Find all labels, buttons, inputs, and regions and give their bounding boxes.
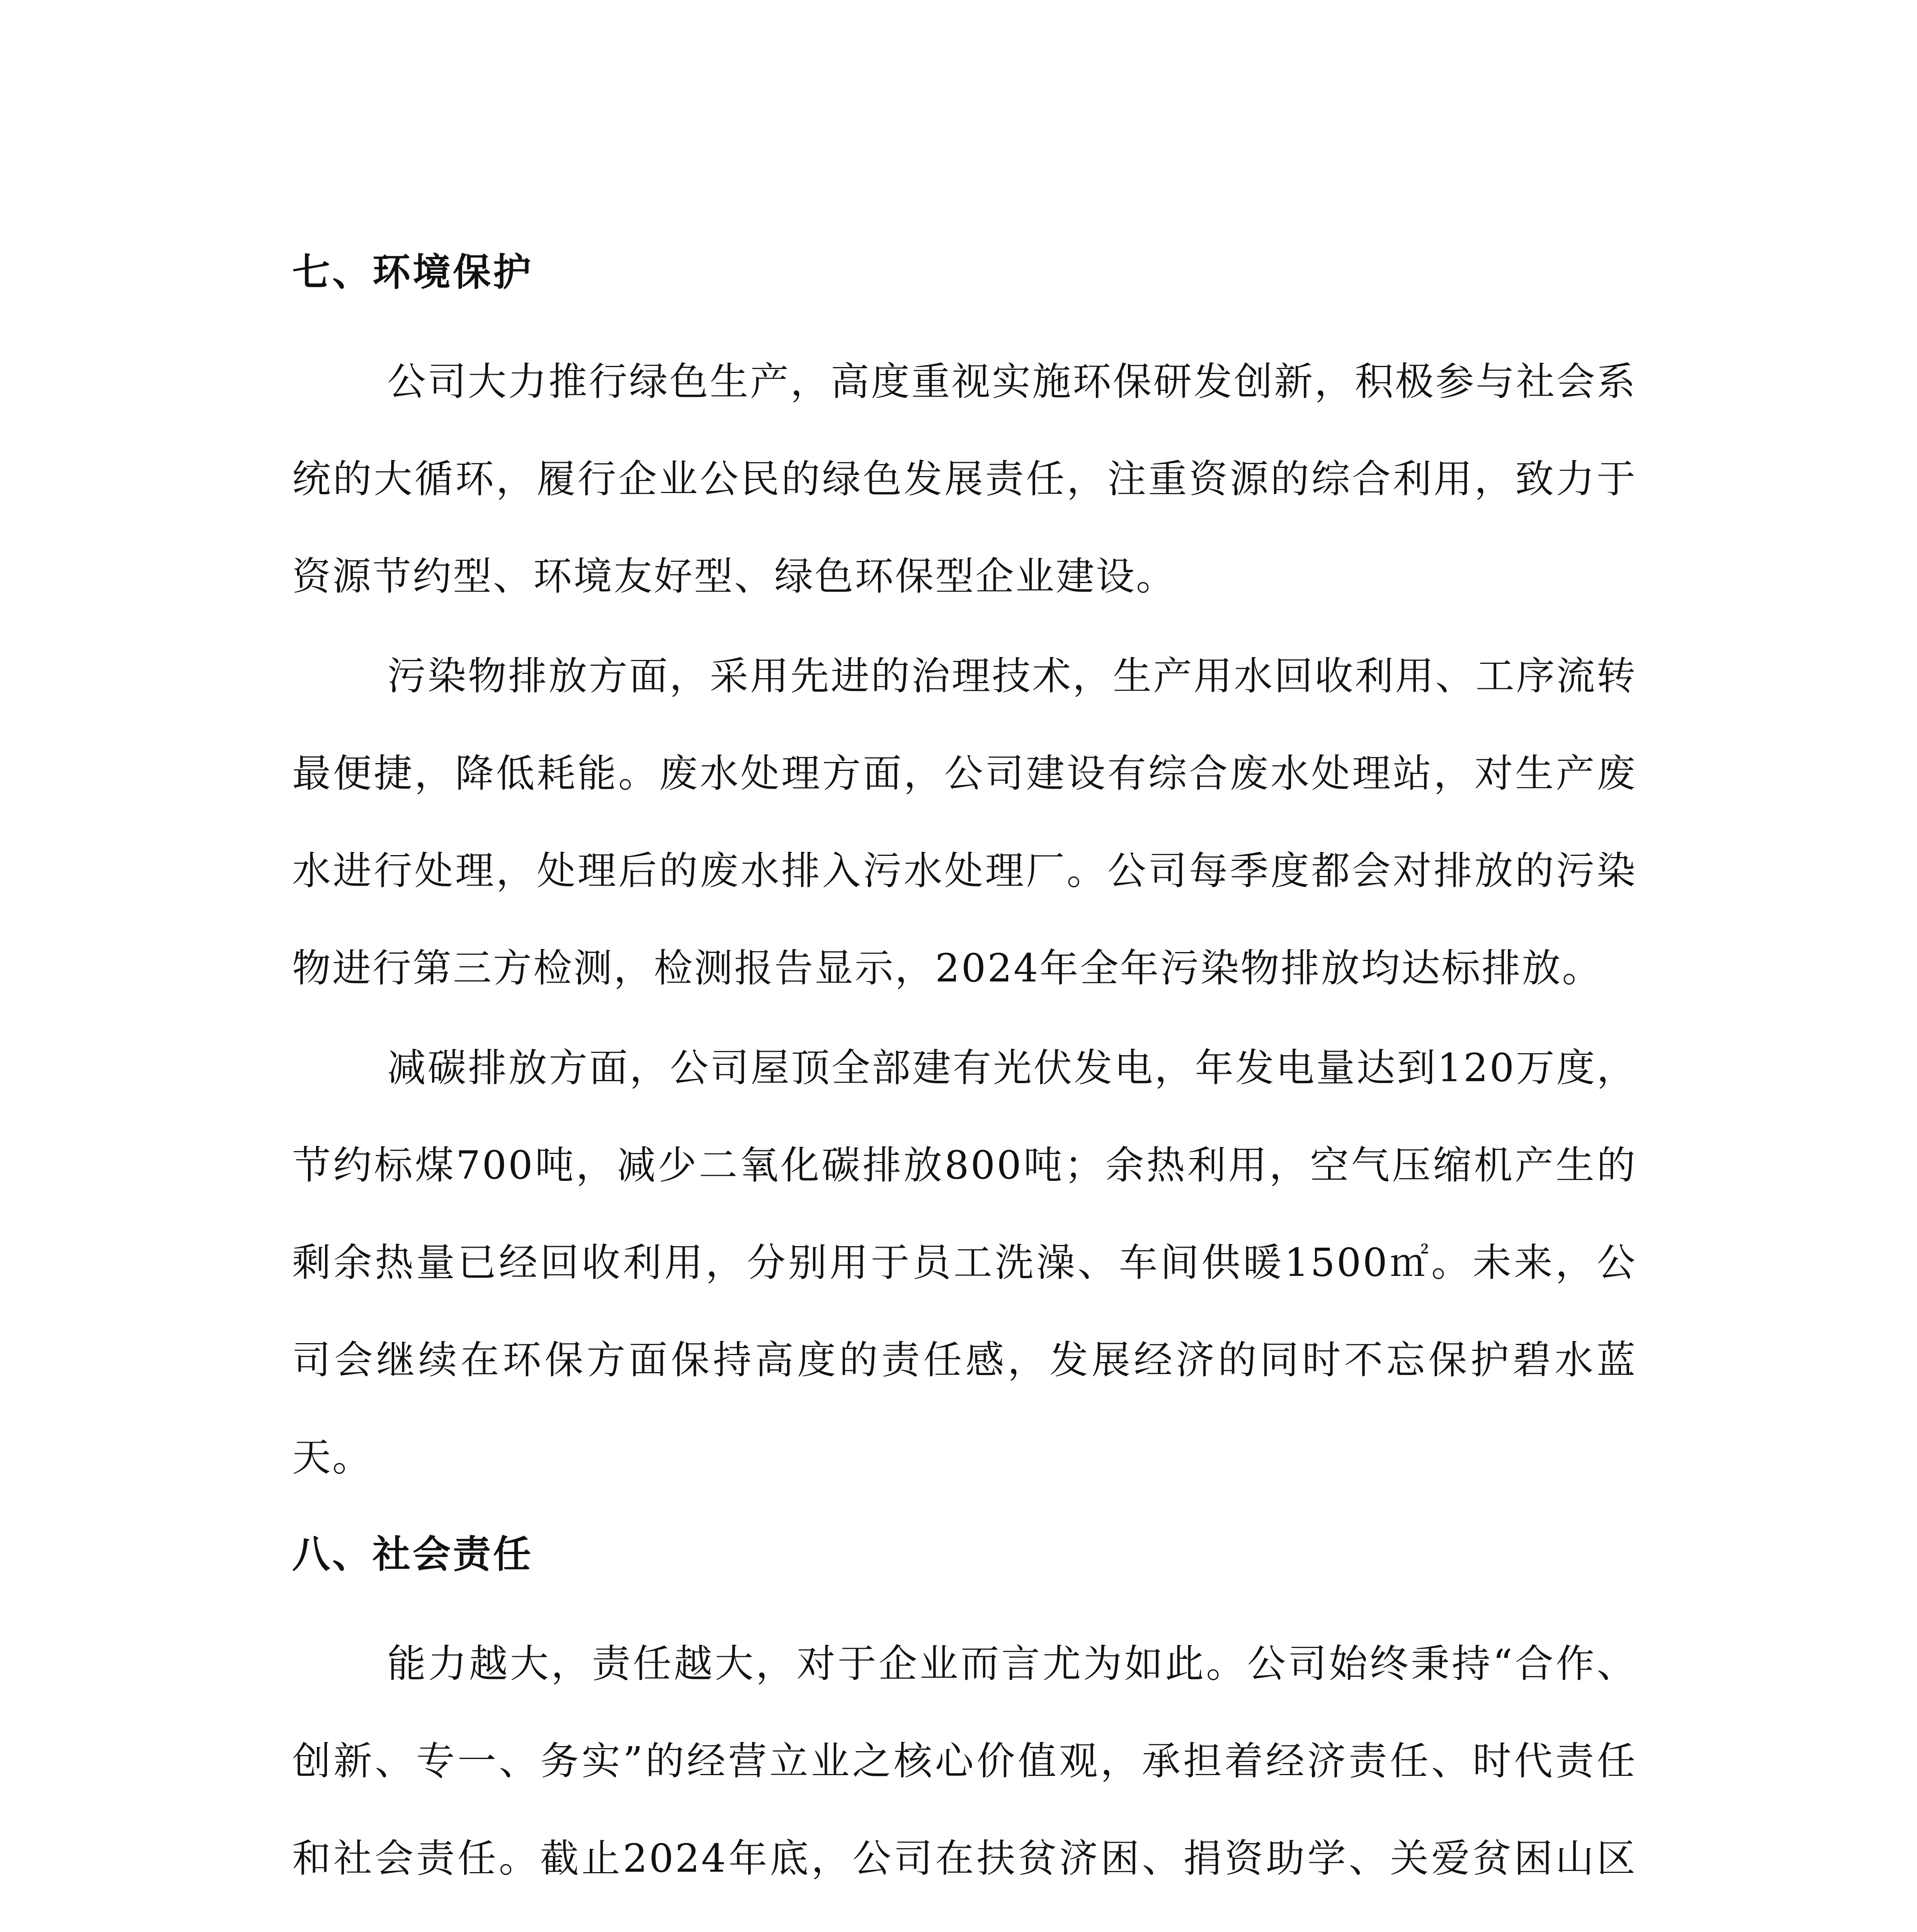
section-heading-environment: 七、环境保护 <box>292 250 534 294</box>
section-heading-social-responsibility: 八、社会责任 <box>292 1532 534 1577</box>
paragraph-carbon-reduction: 减碳排放方面，公司屋顶全部建有光伏发电，年发电量达到120万度，节约标煤700吨，减少二氧化碳排放800吨；余热利用，空气压缩机产生的剩余热量已经回收利用，分别用于员工洗澡、车间供暖1500㎡。未来，公司会继续在环保方面保持高度的责任感，发展经济的同时不忘保护碧水蓝天。 <box>292 1045 1637 1480</box>
document-body <box>292 247 1637 1932</box>
paragraph-green-production: 公司大力推行绿色生产，高度重视实施环保研发创新，积极参与社会系统的大循环，履行企业公民的绿色发展责任，注重资源的综合利用，致力于资源节约型、环境友好型、绿色环保型企业建设。 <box>292 359 1637 599</box>
paragraph-social-responsibility: 能力越大，责任越大，对于企业而言尤为如此。公司始终秉持“合作、创新、专一、务实”的经营立业之核心价值观，承担着经济责任、时代责任和社会责任。截止2024年底，公司在扶贫济困、捐资助学、关爱贫困山区 <box>292 1641 1637 1881</box>
paragraph-pollutant-discharge: 污染物排放方面，采用先进的治理技术，生产用水回收利用、工序流转最便捷，降低耗能。废水处理方面，公司建设有综合废水处理站，对生产废水进行处理，处理后的废水排入污水处理厂。公司每季度都会对排放的污染物进行第三方检测，检测报告显示，2024年全年污染物排放均达标排放。 <box>292 653 1637 991</box>
